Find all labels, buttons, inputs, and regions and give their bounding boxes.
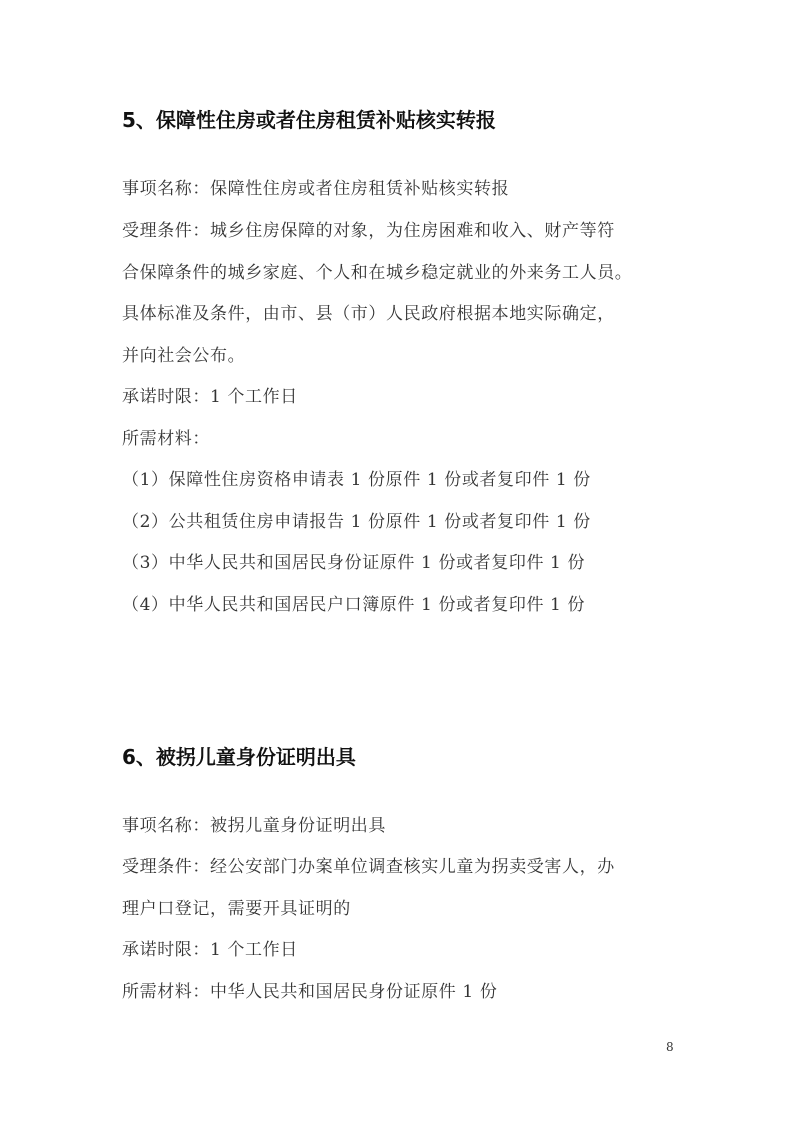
- section-6-conditions-line-1: 受理条件：经公安部门办案单位调查核实儿童为拐卖受害人，办: [122, 857, 615, 877]
- section-5-material-2: （2）公共租赁住房申请报告 1 份原件 1 份或者复印件 1 份: [122, 512, 591, 532]
- section-5-time-limit: 承诺时限：1 个工作日: [122, 387, 298, 407]
- section-5-item-name: 事项名称：保障性住房或者住房租赁补贴核实转报: [122, 179, 510, 199]
- section-6-time-limit: 承诺时限：1 个工作日: [122, 940, 298, 960]
- section-6-heading: 6、被拐儿童身份证明出具: [122, 745, 356, 769]
- section-6-materials: 所需材料：中华人民共和国居民身份证原件 1 份: [122, 982, 498, 1002]
- section-6-conditions-line-2: 理户口登记，需要开具证明的: [122, 899, 351, 919]
- section-5-heading: 5、保障性住房或者住房租赁补贴核实转报: [122, 108, 496, 132]
- section-5-material-3: （3）中华人民共和国居民身份证原件 1 份或者复印件 1 份: [122, 553, 586, 573]
- section-5-conditions-line-1: 受理条件：城乡住房保障的对象，为住房困难和收入、财产等符: [122, 221, 615, 241]
- section-5-conditions-line-4: 并向社会公布。: [122, 346, 246, 366]
- page-number: 8: [666, 1040, 674, 1054]
- section-5-conditions-line-2: 合保障条件的城乡家庭、个人和在城乡稳定就业的外来务工人员。: [122, 263, 633, 283]
- section-6-item-name: 事项名称：被拐儿童身份证明出具: [122, 816, 386, 836]
- section-5-material-1: （1）保障性住房资格申请表 1 份原件 1 份或者复印件 1 份: [122, 470, 591, 490]
- section-5-conditions-line-3: 具体标准及条件，由市、县（市）人民政府根据本地实际确定，: [122, 304, 615, 324]
- section-5-material-4: （4）中华人民共和国居民户口簿原件 1 份或者复印件 1 份: [122, 595, 586, 615]
- section-5-materials-label: 所需材料：: [122, 429, 210, 449]
